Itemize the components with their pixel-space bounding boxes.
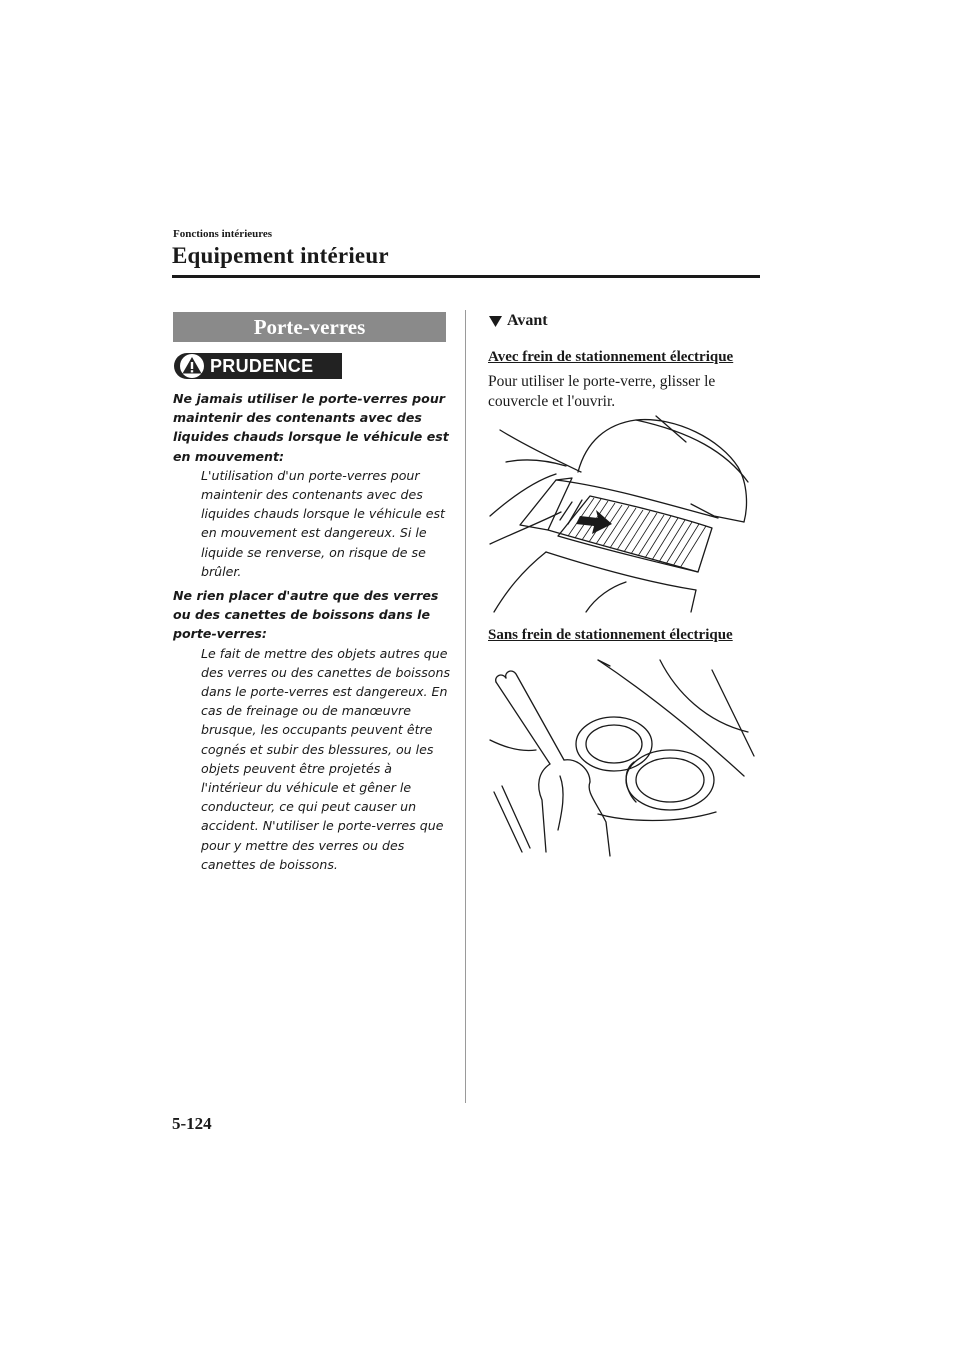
arrow-right-icon [576,510,612,534]
warning-triangle-icon [179,353,205,379]
warning-item [173,389,453,581]
page-title: Equipement intérieur [172,243,389,268]
no-epb-heading: Sans frein de stationnement électrique [488,627,733,643]
page-number: 5-124 [172,1114,212,1133]
warning-body: L'utilisation d'un porte-verres pour maintenir des contenants avec des liquides chauds lorsque le véhicule est en mouvement est dangereux. Si le liquide se renverse, on risque de se brûler. [201,467,445,579]
warning-item [173,586,453,874]
caution-label: PRUDENCE [210,355,314,376]
header-divider [172,275,760,278]
front-heading-label: Avant [507,312,548,329]
front-heading [489,312,548,330]
warning-title: Ne rien placer d'autre que des verres ou des canettes de boissons dans le porte-verres: [173,588,439,642]
epb-instructions: Pour utiliser le porte-verre, glisser le couvercle et l'ouvrir. [488,373,716,410]
epb-heading: Avec frein de stationnement électrique [488,349,734,365]
cup-holder-slide-illustration [486,412,760,616]
warning-title: Ne jamais utiliser le porte-verres pour maintenir des contenants avec des liquides chauds lorsque le véhicule est en mouvement: [173,391,449,464]
cup-holder-open-illustration [486,652,760,860]
section-banner: Porte-verres [173,312,446,342]
triangle-down-icon [489,316,502,327]
section-label: Fonctions intérieures [173,228,273,240]
warning-body: Le fait de mettre des objets autres que des verres ou des canettes de boissons dans le porte-verres est dangereux. En cas de freinage ou de manœuvre brusque, les occupants peuvent être cognés et subir des blessures, ou les objets peuvent être projetés à l'intérieur du véhicule et gêner le conducteur, ce qui peut causer un accident. N'utiliser le porte-verres que pour y mettre des verres ou des canettes de boissons. [201,645,451,872]
column-divider [465,310,466,1103]
caution-badge [174,353,342,379]
